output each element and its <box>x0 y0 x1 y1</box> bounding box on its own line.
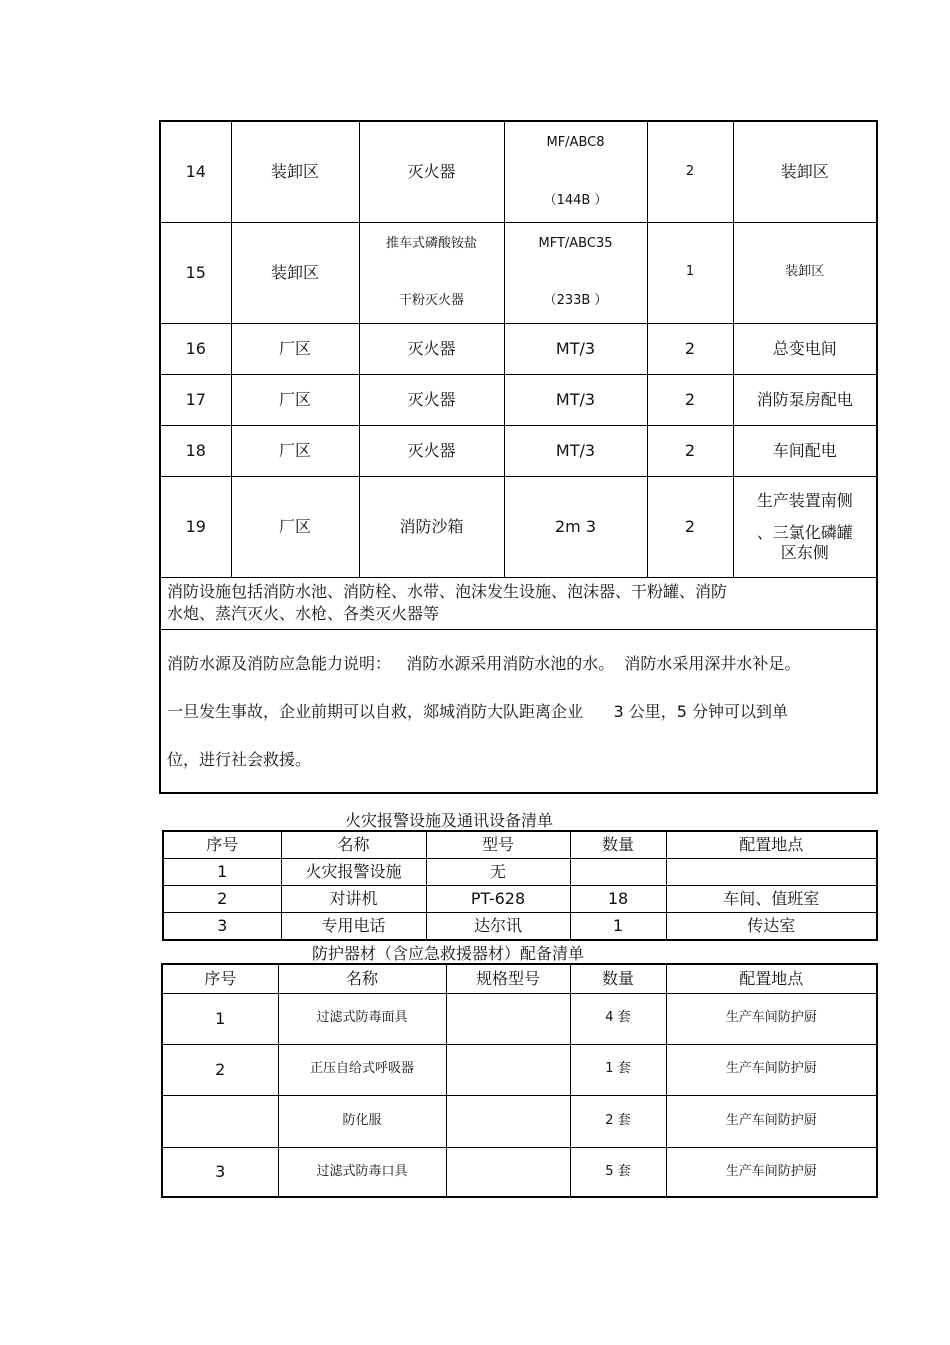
header-cell: 数量 <box>570 831 666 859</box>
table-row <box>160 425 877 476</box>
table-row <box>160 629 877 793</box>
header-cell: 配置地点 <box>666 964 877 993</box>
protective-table-title: 防护器材（含应急救援器材）配备清单 <box>312 944 585 963</box>
row-number: 16 <box>160 323 231 374</box>
location-cell: 装卸区 <box>733 121 877 222</box>
area-cell: 装卸区 <box>231 121 359 222</box>
name-line: 推车式磷酸铵盐 <box>385 235 477 251</box>
table-row <box>160 476 877 577</box>
table-row <box>160 374 877 425</box>
equipment-name-cell: 灭火器 <box>359 374 504 425</box>
cell: 1 <box>162 993 278 1044</box>
cell: 正压自给式呼吸器 <box>278 1044 446 1095</box>
name-line: 干粉灭火器 <box>398 293 464 309</box>
cell: 1 <box>570 913 666 941</box>
location-line: 生产装置南侧 <box>756 490 853 510</box>
note-line: 消防设施包括消防水池、消防栓、水带、泡沫发生设施、泡沫器、干粉罐、消防 <box>167 582 728 602</box>
table-row <box>160 323 877 374</box>
location-cell: 车间配电 <box>733 425 877 476</box>
header-row <box>162 964 877 993</box>
cell: 生产车间防护厨 <box>666 1095 877 1147</box>
cell <box>446 1147 570 1197</box>
model-line: （233B ） <box>543 293 608 309</box>
cell <box>162 1095 278 1147</box>
water-source-note <box>160 629 877 793</box>
cell <box>446 993 570 1044</box>
area-cell: 装卸区 <box>231 222 359 323</box>
row-number: 17 <box>160 374 231 425</box>
cell: 3 <box>163 913 281 941</box>
cell: 4 套 <box>570 993 666 1044</box>
table-row <box>160 121 877 222</box>
cell: 2 <box>162 1044 278 1095</box>
cell: 过滤式防毒面具 <box>278 993 446 1044</box>
equipment-name-cell: 消防沙箱 <box>359 476 504 577</box>
cell: 18 <box>570 886 666 913</box>
area-cell: 厂区 <box>231 374 359 425</box>
area-cell: 厂区 <box>231 425 359 476</box>
header-cell: 序号 <box>162 964 278 993</box>
quantity-cell: 2 <box>647 121 733 222</box>
model-cell: MT/3 <box>504 323 647 374</box>
quantity-cell: 2 <box>647 374 733 425</box>
alarm-table-title: 火灾报警设施及通讯设备清单 <box>345 811 554 830</box>
table-row <box>163 859 877 886</box>
quantity-cell: 2 <box>647 323 733 374</box>
cell: 1 <box>163 859 281 886</box>
header-cell: 数量 <box>570 964 666 993</box>
cell <box>666 859 877 886</box>
cell: PT-628 <box>426 886 570 913</box>
cell: 传达室 <box>666 913 877 941</box>
equipment-name-cell: 灭火器 <box>359 425 504 476</box>
cell: 2 <box>163 886 281 913</box>
cell: 生产车间防护厨 <box>666 993 877 1044</box>
equipment-table <box>159 120 878 794</box>
cell <box>446 1044 570 1095</box>
equipment-name-cell: 灭火器 <box>359 323 504 374</box>
header-row <box>163 831 877 859</box>
cell: 达尔讯 <box>426 913 570 941</box>
cell <box>446 1095 570 1147</box>
quantity-cell: 1 <box>647 222 733 323</box>
table-row <box>163 913 877 941</box>
note-line: 消防水源及消防应急能力说明： 消防水源采用消防水池的水。 消防水采用深井水补足。 <box>167 653 801 673</box>
table-row <box>163 886 877 913</box>
quantity-cell: 2 <box>647 476 733 577</box>
location-cell: 消防泵房配电 <box>733 374 877 425</box>
cell: 对讲机 <box>281 886 426 913</box>
equipment-name-cell <box>359 222 504 323</box>
facilities-note <box>160 577 877 629</box>
cell: 生产车间防护厨 <box>666 1044 877 1095</box>
cell <box>570 859 666 886</box>
note-line: 一旦发生事故，企业前期可以自救，郯城消防大队距离企业 3 公里，5 分钟可以到单 <box>167 701 789 721</box>
header-cell: 配置地点 <box>666 831 877 859</box>
model-cell <box>504 121 647 222</box>
equipment-name-cell: 灭火器 <box>359 121 504 222</box>
header-cell: 名称 <box>278 964 446 993</box>
model-cell <box>504 222 647 323</box>
cell: 生产车间防护厨 <box>666 1147 877 1197</box>
header-cell: 序号 <box>163 831 281 859</box>
table-row <box>160 577 877 629</box>
header-cell: 名称 <box>281 831 426 859</box>
cell: 火灾报警设施 <box>281 859 426 886</box>
alarm-table <box>162 830 878 941</box>
cell: 2 套 <box>570 1095 666 1147</box>
row-number: 15 <box>160 222 231 323</box>
location-line: 区东侧 <box>780 542 829 562</box>
table-row <box>162 1147 877 1197</box>
location-cell: 装卸区 <box>733 222 877 323</box>
table-row <box>162 1044 877 1095</box>
cell: 车间、值班室 <box>666 886 877 913</box>
row-number: 19 <box>160 476 231 577</box>
cell: 过滤式防毒口具 <box>278 1147 446 1197</box>
cell: 5 套 <box>570 1147 666 1197</box>
note-line: 位，进行社会救援。 <box>167 749 312 769</box>
protective-equipment-table <box>161 963 878 1198</box>
cell: 防化服 <box>278 1095 446 1147</box>
model-line: MF/ABC8 <box>546 134 605 150</box>
location-cell <box>733 476 877 577</box>
area-cell: 厂区 <box>231 476 359 577</box>
cell: 1 套 <box>570 1044 666 1095</box>
model-line: （144B ） <box>543 192 608 208</box>
row-number: 14 <box>160 121 231 222</box>
model-cell: MT/3 <box>504 374 647 425</box>
header-cell: 规格型号 <box>446 964 570 993</box>
table-row <box>162 993 877 1044</box>
cell: 专用电话 <box>281 913 426 941</box>
table-row <box>160 222 877 323</box>
location-cell: 总变电间 <box>733 323 877 374</box>
header-cell: 型号 <box>426 831 570 859</box>
quantity-cell: 2 <box>647 425 733 476</box>
cell: 3 <box>162 1147 278 1197</box>
row-number: 18 <box>160 425 231 476</box>
model-line: MFT/ABC35 <box>538 235 613 251</box>
note-line: 水炮、蒸汽灭火、水枪、各类灭火器等 <box>167 604 440 623</box>
location-line: 、三氯化磷罐 <box>756 522 853 542</box>
model-cell: 2m 3 <box>504 476 647 577</box>
model-cell: MT/3 <box>504 425 647 476</box>
table-row <box>162 1095 877 1147</box>
area-cell: 厂区 <box>231 323 359 374</box>
cell: 无 <box>426 859 570 886</box>
